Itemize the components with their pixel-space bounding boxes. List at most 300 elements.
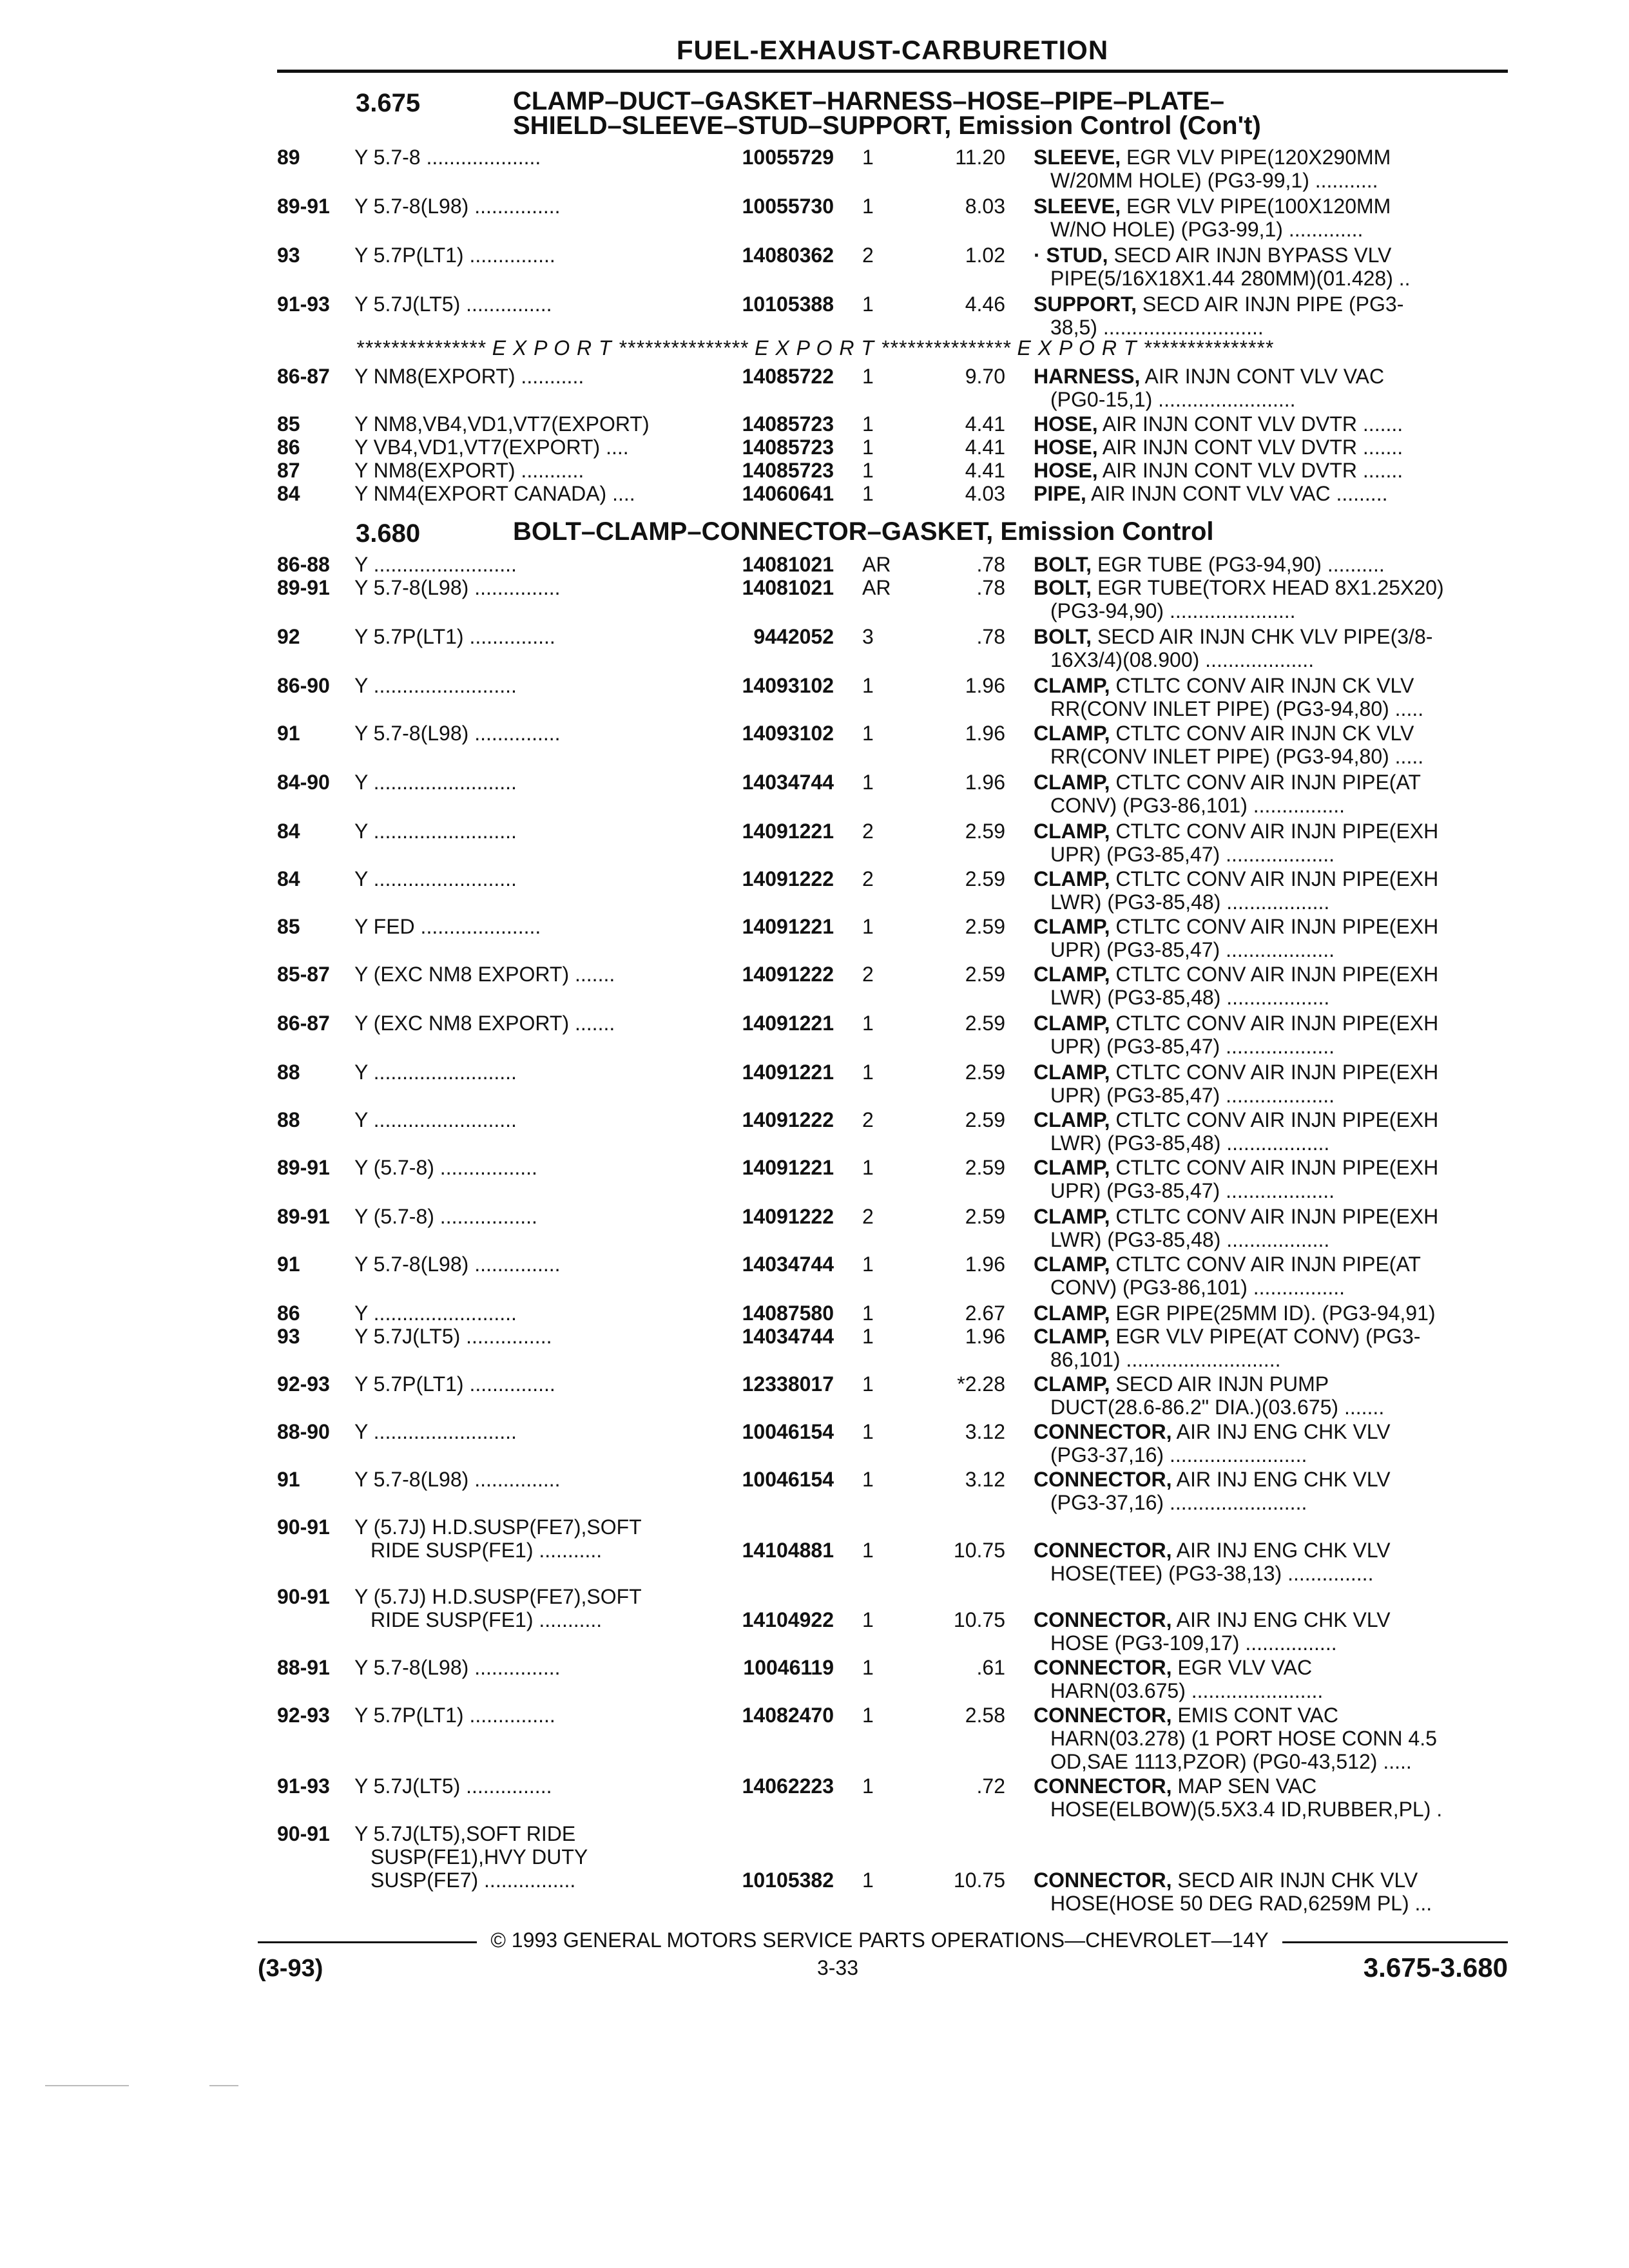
price: 4.46 [965,293,1005,316]
part-description-cont: W/NO HOLE) (PG3-99,1) ............. [1050,218,1364,241]
part-name: CLAMP, [1034,963,1110,986]
part-description-cont: 16X3/4)(08.900) ................... [1050,648,1315,671]
part-description: HOSE, AIR INJN CONT VLV DVTR ....... [1034,436,1403,459]
part-description: CONNECTOR, EMIS CONT VAC [1034,1704,1338,1727]
model-application: Y ......................... [354,1302,517,1325]
part-number: 14060641 [742,482,834,505]
part-name: CONNECTOR, [1034,1539,1172,1562]
year-range: 91-93 [277,293,330,316]
quantity: 1 [862,146,874,169]
part-name: SUPPORT, [1034,293,1137,316]
quantity: 2 [862,1205,874,1228]
part-name: PIPE, [1034,482,1086,505]
part-description-cont: HOSE (PG3-109,17) ................ [1050,1631,1337,1655]
footer-copyright: © 1993 GENERAL MOTORS SERVICE PARTS OPERATIONS—CHEVROLET—14Y [490,1928,1269,1952]
part-description: CLAMP, CTLTC CONV AIR INJN PIPE(EXH [1034,1061,1439,1084]
part-name: SLEEVE, [1034,146,1121,169]
part-number: 14091221 [742,1061,834,1084]
part-description: CLAMP, CTLTC CONV AIR INJN CK VLV [1034,674,1414,697]
part-name: CLAMP, [1034,771,1110,794]
year-range: 91-93 [277,1774,330,1798]
year-range: 84 [277,482,300,505]
price: 3.12 [965,1468,1005,1491]
model-application: Y NM8,VB4,VD1,VT7(EXPORT) [354,412,650,436]
part-name: HOSE, [1034,436,1098,459]
price: .78 [976,625,1005,648]
part-number: 14104881 [742,1539,834,1562]
part-number: 14081021 [742,553,834,576]
quantity: AR [862,576,891,599]
year-range: 92-93 [277,1704,330,1727]
quantity: 1 [862,436,874,459]
part-number: 10046119 [743,1656,834,1679]
part-description: BOLT, EGR TUBE (PG3-94,90) .......... [1034,553,1385,576]
part-name: CLAMP, [1034,1156,1110,1179]
model-application: Y NM8(EXPORT) ........... [354,459,584,482]
year-range: 91 [277,1253,300,1276]
price: 2.59 [965,915,1005,938]
year-range: 92 [277,625,300,648]
model-application: Y VB4,VD1,VT7(EXPORT) .... [354,436,629,459]
price: 1.96 [965,674,1005,697]
quantity: 1 [862,293,874,316]
price: .78 [976,553,1005,576]
quantity: 2 [862,1108,874,1131]
price: 10.75 [953,1608,1005,1631]
part-number: 14085722 [742,365,834,388]
part-description: HOSE, AIR INJN CONT VLV DVTR ....... [1034,459,1403,482]
part-description-cont: OD,SAE 1113,PZOR) (PG0-43,512) ..... [1050,1750,1412,1773]
year-range: 91 [277,722,300,745]
year-range: 86 [277,436,300,459]
part-number: 14093102 [742,722,834,745]
quantity: 1 [862,1156,874,1179]
part-name: CLAMP, [1034,674,1110,697]
part-name: CLAMP, [1034,1302,1110,1325]
part-name: CONNECTOR, [1034,1420,1172,1443]
part-name: CLAMP, [1034,820,1110,843]
price: .78 [976,576,1005,599]
part-name: BOLT, [1034,625,1092,648]
model-application: Y 5.7J(LT5) ............... [354,1325,552,1348]
part-number: 10055730 [742,195,834,218]
year-range: 90-91 [277,1822,330,1845]
price: 8.03 [965,195,1005,218]
part-description: CLAMP, CTLTC CONV AIR INJN PIPE(EXH [1034,820,1439,843]
part-description-cont: 38,5) ............................ [1050,316,1264,339]
quantity: 1 [862,1656,874,1679]
model-application: Y 5.7-8(L98) ............... [354,1468,561,1491]
part-number: 14093102 [742,674,834,697]
part-number: 14062223 [742,1774,834,1798]
model-application: Y FED ..................... [354,915,541,938]
footer-date: (3-93) [258,1955,323,1982]
part-description: SLEEVE, EGR VLV PIPE(120X290MM [1034,146,1391,169]
part-description-cont: RR(CONV INLET PIPE) (PG3-94,80) ..... [1050,745,1424,768]
price: 2.59 [965,1108,1005,1131]
model-application: Y 5.7-8(L98) ............... [354,722,561,745]
quantity: 1 [862,195,874,218]
part-number: 14091222 [742,1108,834,1131]
part-description-cont: UPR) (PG3-85,47) ................... [1050,1035,1335,1058]
part-description-cont: (PG3-37,16) ........................ [1050,1491,1307,1514]
part-number: 14082470 [742,1704,834,1727]
part-description: CONNECTOR, EGR VLV VAC [1034,1656,1313,1679]
price: 11.20 [955,146,1005,169]
part-number: 14091222 [742,867,834,890]
year-range: 91 [277,1468,300,1491]
part-number: 14034744 [742,1325,834,1348]
section-title [513,89,1518,138]
part-name: CLAMP, [1034,1253,1110,1276]
model-application: Y ......................... [354,820,517,843]
part-description-cont: LWR) (PG3-85,48) .................. [1050,986,1330,1009]
part-description-cont: (PG0-15,1) ........................ [1050,388,1296,411]
price: 2.59 [965,1205,1005,1228]
part-description-cont: RR(CONV INLET PIPE) (PG3-94,80) ..... [1050,697,1424,720]
part-name: CONNECTOR, [1034,1774,1172,1798]
part-number: 9442052 [753,625,834,648]
model-application: Y ......................... [354,1420,517,1443]
export-separator: *************** E X P O R T *************** E X P O R T *************** E X P O R T *************** [356,336,1274,360]
part-description-cont: HOSE(HOSE 50 DEG RAD,6259M PL) ... [1050,1892,1432,1915]
part-number: 14081021 [742,576,834,599]
quantity: 1 [862,1468,874,1491]
part-description-cont: CONV) (PG3-86,101) ................ [1050,1276,1345,1299]
part-description-cont: DUCT(28.6-86.2" DIA.)(03.675) ....... [1050,1396,1385,1419]
model-application: Y 5.7J(LT5) ............... [354,1774,552,1798]
part-number: 14104922 [742,1608,834,1631]
part-description: CLAMP, EGR VLV PIPE(AT CONV) (PG3- [1034,1325,1421,1348]
price: 2.59 [965,1061,1005,1084]
price: 1.96 [965,1325,1005,1348]
year-range: 90-91 [277,1585,330,1608]
model-application: Y (5.7-8) ................. [354,1156,537,1179]
part-description: SUPPORT, SECD AIR INJN PIPE (PG3- [1034,293,1404,316]
section-number: 3.680 [356,519,421,548]
part-number: 10105382 [742,1869,834,1892]
part-name: BOLT, [1034,553,1092,576]
part-name: CLAMP, [1034,1372,1110,1396]
part-description-cont: 86,101) ........................... [1050,1348,1281,1371]
year-range: 87 [277,459,300,482]
quantity: 1 [862,412,874,436]
model-application: Y ......................... [354,674,517,697]
model-application: Y ......................... [354,553,517,576]
part-description-cont: UPR) (PG3-85,47) ................... [1050,1179,1335,1202]
model-application: Y (5.7-8) ................. [354,1205,537,1228]
part-description: BOLT, EGR TUBE(TORX HEAD 8X1.25X20) [1034,576,1444,599]
part-name: SLEEVE, [1034,195,1121,218]
part-description-cont: HARN(03.675) ....................... [1050,1679,1324,1702]
quantity: 1 [862,674,874,697]
part-name: CLAMP, [1034,1205,1110,1228]
section-number: 3.675 [356,89,421,117]
part-description-cont: HOSE(TEE) (PG3-38,13) ............... [1050,1562,1374,1585]
part-number: 10046154 [742,1468,834,1491]
part-description: CONNECTOR, AIR INJ ENG CHK VLV [1034,1468,1391,1491]
quantity: 3 [862,625,874,648]
part-description: CLAMP, CTLTC CONV AIR INJN CK VLV [1034,722,1414,745]
year-range: 88-91 [277,1656,330,1679]
price: 10.75 [953,1869,1005,1892]
part-name: CLAMP, [1034,915,1110,938]
part-description-cont: UPR) (PG3-85,47) ................... [1050,843,1335,866]
section-title-line: CLAMP–DUCT–GASKET–HARNESS–HOSE–PIPE–PLATE– [513,87,1224,115]
price: 9.70 [965,365,1005,388]
quantity: 2 [862,244,874,267]
part-description: CLAMP, CTLTC CONV AIR INJN PIPE(AT [1034,1253,1421,1276]
part-number: 14034744 [742,771,834,794]
part-number: 14091221 [742,820,834,843]
year-range: 86 [277,1302,300,1325]
quantity: 1 [862,365,874,388]
model-application: Y 5.7-8(L98) ............... [354,576,561,599]
part-name: CONNECTOR, [1034,1704,1172,1727]
part-number: 14091221 [742,1012,834,1035]
model-application: Y 5.7-8(L98) ............... [354,195,561,218]
part-description: CLAMP, CTLTC CONV AIR INJN PIPE(EXH [1034,1205,1439,1228]
part-name: HOSE, [1034,459,1098,482]
model-application: Y 5.7-8(L98) ............... [354,1656,561,1679]
quantity: 1 [862,1869,874,1892]
model-application: Y 5.7J(LT5) ............... [354,293,552,316]
year-range: 90-91 [277,1515,330,1539]
part-description-cont: (PG3-37,16) ........................ [1050,1443,1307,1466]
part-description: CLAMP, CTLTC CONV AIR INJN PIPE(EXH [1034,1156,1439,1179]
model-application: Y ......................... [354,867,517,890]
part-description: HOSE, AIR INJN CONT VLV DVTR ....... [1034,412,1403,436]
quantity: 1 [862,482,874,505]
part-description: PIPE, AIR INJN CONT VLV VAC ......... [1034,482,1388,505]
model-application: Y 5.7-8 .................... [354,146,541,169]
model-application: Y (EXC NM8 EXPORT) ....... [354,963,615,986]
quantity: 1 [862,1539,874,1562]
quantity: 1 [862,1372,874,1396]
price: 1.96 [965,1253,1005,1276]
quantity: 1 [862,1774,874,1798]
part-name: CONNECTOR, [1034,1608,1172,1631]
price: 4.03 [965,482,1005,505]
year-range: 86-88 [277,553,330,576]
model-application: Y (5.7J) H.D.SUSP(FE7),SOFT [354,1515,642,1539]
part-description: CLAMP, CTLTC CONV AIR INJN PIPE(EXH [1034,1012,1439,1035]
model-application: RIDE SUSP(FE1) ........... [371,1608,602,1631]
quantity: 1 [862,771,874,794]
year-range: 89-91 [277,195,330,218]
part-number: 12338017 [742,1372,834,1396]
price: 2.58 [965,1704,1005,1727]
model-application: RIDE SUSP(FE1) ........... [371,1539,602,1562]
part-name: CLAMP, [1034,1325,1110,1348]
year-range: 89-91 [277,1156,330,1179]
part-name: CONNECTOR, [1034,1656,1172,1679]
price: 1.02 [965,244,1005,267]
quantity: 1 [862,1302,874,1325]
part-description: CLAMP, SECD AIR INJN PUMP [1034,1372,1329,1396]
year-range: 84 [277,820,300,843]
quantity: 1 [862,1704,874,1727]
part-description: BOLT, SECD AIR INJN CHK VLV PIPE(3/8- [1034,625,1433,648]
footer-rule-left [258,1941,477,1943]
part-name: CLAMP, [1034,867,1110,890]
part-description-cont: LWR) (PG3-85,48) .................. [1050,1228,1330,1251]
header-rule [277,70,1508,73]
year-range: 84-90 [277,771,330,794]
part-number: 10105388 [742,293,834,316]
part-description-cont: (PG3-94,90) ...................... [1050,599,1296,622]
part-name: · STUD, [1034,244,1108,267]
model-application: Y (EXC NM8 EXPORT) ....... [354,1012,615,1035]
model-application: Y 5.7P(LT1) ............... [354,1704,555,1727]
price: .72 [976,1774,1005,1798]
part-number: 14091222 [742,963,834,986]
quantity: 1 [862,915,874,938]
price: 4.41 [965,412,1005,436]
part-description: CLAMP, CTLTC CONV AIR INJN PIPE(EXH [1034,915,1439,938]
quantity: 1 [862,1061,874,1084]
quantity: 1 [862,1608,874,1631]
model-application: Y ......................... [354,1108,517,1131]
quantity: 1 [862,1012,874,1035]
model-application: Y 5.7-8(L98) ............... [354,1253,561,1276]
part-name: CLAMP, [1034,722,1110,745]
model-application: Y NM8(EXPORT) ........... [354,365,584,388]
price: 1.96 [965,771,1005,794]
price: 4.41 [965,436,1005,459]
part-description-cont: UPR) (PG3-85,47) ................... [1050,1084,1335,1107]
model-application: SUSP(FE7) ................ [371,1869,576,1892]
scan-mark [209,2085,238,2086]
year-range: 93 [277,244,300,267]
price: *2.28 [957,1372,1005,1396]
part-name: HOSE, [1034,412,1098,436]
part-description: CONNECTOR, SECD AIR INJN CHK VLV [1034,1869,1418,1892]
part-description: CLAMP, CTLTC CONV AIR INJN PIPE(EXH [1034,1108,1439,1131]
part-description: HARNESS, AIR INJN CONT VLV VAC [1034,365,1385,388]
model-application: Y (5.7J) H.D.SUSP(FE7),SOFT [354,1585,642,1608]
year-range: 86-90 [277,674,330,697]
model-application: Y 5.7P(LT1) ............... [354,625,555,648]
part-name: CONNECTOR, [1034,1869,1172,1892]
part-description-cont: LWR) (PG3-85,48) .................. [1050,1131,1330,1155]
model-application: Y NM4(EXPORT CANADA) .... [354,482,635,505]
price: 2.59 [965,867,1005,890]
part-description: CONNECTOR, AIR INJ ENG CHK VLV [1034,1420,1391,1443]
part-description-cont: LWR) (PG3-85,48) .................. [1050,890,1330,914]
footer-page-number: 3-33 [816,1956,859,1979]
part-description: SLEEVE, EGR VLV PIPE(100X120MM [1034,195,1391,218]
quantity: 2 [862,867,874,890]
price: 2.59 [965,820,1005,843]
model-application: SUSP(FE1),HVY DUTY [371,1845,588,1869]
part-number: 14085723 [742,459,834,482]
part-number: 14091221 [742,1156,834,1179]
quantity: 1 [862,459,874,482]
part-number: 10046154 [742,1420,834,1443]
quantity: 1 [862,1420,874,1443]
quantity: 2 [862,963,874,986]
year-range: 89-91 [277,576,330,599]
part-description: CONNECTOR, AIR INJ ENG CHK VLV [1034,1608,1391,1631]
part-description-cont: HARN(03.278) (1 PORT HOSE CONN 4.5 [1050,1727,1437,1750]
year-range: 88 [277,1108,300,1131]
model-application: Y ......................... [354,771,517,794]
price: 2.59 [965,1156,1005,1179]
part-description: CLAMP, CTLTC CONV AIR INJN PIPE(EXH [1034,963,1439,986]
part-description: CONNECTOR, AIR INJ ENG CHK VLV [1034,1539,1391,1562]
part-name: BOLT, [1034,576,1092,599]
year-range: 89 [277,146,300,169]
quantity: 1 [862,1325,874,1348]
price: 2.67 [965,1302,1005,1325]
part-description: CLAMP, CTLTC CONV AIR INJN PIPE(AT [1034,771,1421,794]
quantity: AR [862,553,891,576]
year-range: 85-87 [277,963,330,986]
model-application: Y 5.7P(LT1) ............... [354,244,555,267]
year-range: 89-91 [277,1205,330,1228]
part-description-cont: UPR) (PG3-85,47) ................... [1050,938,1335,961]
year-range: 86-87 [277,1012,330,1035]
scan-mark [45,2085,129,2086]
part-number: 14091222 [742,1205,834,1228]
model-application: Y ......................... [354,1061,517,1084]
section-title: BOLT–CLAMP–CONNECTOR–GASKET, Emission Control [513,517,1214,546]
model-application: Y 5.7J(LT5),SOFT RIDE [354,1822,576,1845]
quantity: 1 [862,722,874,745]
year-range: 88-90 [277,1420,330,1443]
year-range: 92-93 [277,1372,330,1396]
year-range: 88 [277,1061,300,1084]
part-number: 14087580 [742,1302,834,1325]
part-name: CLAMP, [1034,1061,1110,1084]
model-application: Y 5.7P(LT1) ............... [354,1372,555,1396]
year-range: 85 [277,915,300,938]
price: 3.12 [965,1420,1005,1443]
year-range: 86-87 [277,365,330,388]
part-name: HARNESS, [1034,365,1141,388]
price: 4.41 [965,459,1005,482]
part-number: 14085723 [742,436,834,459]
footer-rule-right [1282,1941,1508,1943]
part-description: CONNECTOR, MAP SEN VAC [1034,1774,1317,1798]
part-description: CLAMP, CTLTC CONV AIR INJN PIPE(EXH [1034,867,1439,890]
part-name: CLAMP, [1034,1108,1110,1131]
part-number: 14091221 [742,915,834,938]
quantity: 2 [862,820,874,843]
price: .61 [976,1656,1005,1679]
part-description-cont: HOSE(ELBOW)(5.5X3.4 ID,RUBBER,PL) . [1050,1798,1443,1821]
part-name: CONNECTOR, [1034,1468,1172,1491]
price: 10.75 [953,1539,1005,1562]
price: 1.96 [965,722,1005,745]
part-description-cont: CONV) (PG3-86,101) ................ [1050,794,1345,817]
year-range: 93 [277,1325,300,1348]
part-number: 14034744 [742,1253,834,1276]
price: 2.59 [965,1012,1005,1035]
quantity: 1 [862,1253,874,1276]
section-title-line: SHIELD–SLEEVE–STUD–SUPPORT, Emission Control (Con't) [513,111,1261,140]
part-number: 14080362 [742,244,834,267]
part-number: 10055729 [742,146,834,169]
part-description-cont: PIPE(5/16X18X1.44 280MM)(01.428) .. [1050,267,1411,290]
page-header-title: FUEL-EXHAUST-CARBURETION [676,35,1109,65]
part-description: CLAMP, EGR PIPE(25MM ID). (PG3-94,91) [1034,1302,1436,1325]
footer-section-range: 3.675-3.680 [1363,1952,1508,1983]
part-number: 14085723 [742,412,834,436]
year-range: 84 [277,867,300,890]
price: 2.59 [965,963,1005,986]
